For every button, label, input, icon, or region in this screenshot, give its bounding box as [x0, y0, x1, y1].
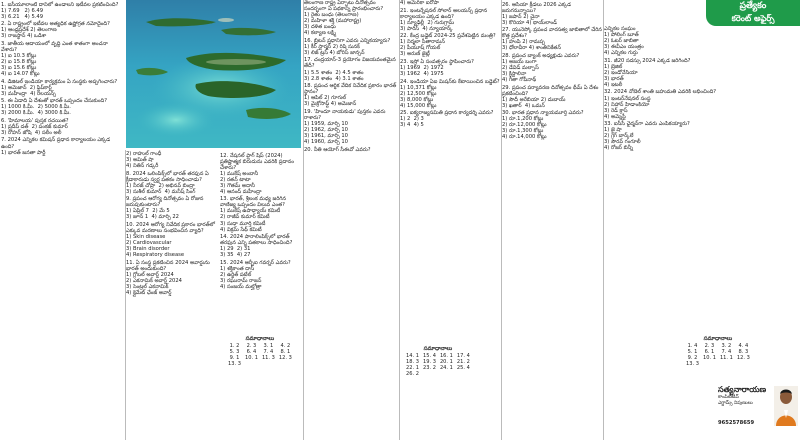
answer-cell: 21. 2 — [456, 359, 470, 366]
answer-cell: 9. 1 — [229, 355, 240, 362]
question-line: 1) నిర్మలా సీతారామన్ — [400, 39, 446, 46]
answer-cell: 13. 3 — [228, 361, 241, 368]
question-line: 1. ఐసీయూలాంటి దానిలో ఉండాలని ఇటీవల ప్రకటించింది? — [1, 1, 119, 8]
author-subtitle-2: ఎగ్జామ్స్ నిపుణులు — [718, 400, 753, 406]
answer-cell — [455, 371, 472, 377]
question-line: 3) 4 4) 5 — [400, 122, 424, 129]
question-line: 4) ఆనంద్ మహీంద్రా — [220, 188, 262, 195]
question-line: 2) ఉర్జిత్ పటేల్ — [220, 271, 252, 278]
question-line: 2) 1962, మార్చి 10 — [304, 126, 348, 133]
question-line: 1) గ్లోబల్ అవార్డ్ 2024 — [126, 271, 174, 278]
question-line: 15. 2024 ఆర్బీఐ గవర్నర్ ఎవరు? — [220, 259, 291, 266]
column-4 — [304, 0, 397, 440]
question-line: 2) డేవిడ్ మల్పాస్ — [502, 64, 539, 71]
question-line: 1) న్యూఢిల్లీ 2) గురుగ్రామ్ — [400, 19, 455, 26]
question-line: 1) శక్తికాంత దాస్ — [220, 265, 255, 272]
question-line: 2) Cardiovascular — [126, 240, 172, 247]
question-line: 4) ఐ 14.07 కోట్లు — [1, 71, 40, 78]
question-line: 3) పారిస్ 4) న్యూయార్క్ — [400, 25, 453, 32]
column-6 — [502, 0, 602, 440]
question-line: 3) సుశీల్ కుమార్ 4) మనీష్ సింగ్ — [126, 188, 196, 195]
question-line: 1) అజయ్ బంగా — [502, 58, 537, 65]
question-line: 31. జీ20 సదస్సు 2024 ఎక్కడ జరిగింది? — [604, 57, 691, 64]
question-line: 9. ప్రపంచ ఆరోగ్య దినోత్సవం ఏ రోజున జరుపుకుంటారు? — [126, 196, 206, 209]
answer-cell: 12. 3 — [278, 355, 292, 362]
question-line: 33. ఐసీసీ ఛైర్మన్‌గా ఎవరు ఎంపికయ్యారు? — [604, 121, 690, 128]
column-rule — [501, 0, 502, 440]
question-line: 4) రూ.14,000 కోట్లు — [502, 134, 547, 141]
question-line: 4) క్లైమేట్ ఛేంజ్ అవార్డ్ — [126, 290, 172, 297]
question-line: 3) సుధా మూర్తి కమిటీ — [220, 220, 266, 227]
question-line: 1) 7.69 2) 6.49 — [1, 7, 43, 14]
answer-cell: 17. 4 — [456, 353, 470, 360]
question-line: 4) సంజయ్ మల్హోత్రా — [220, 283, 262, 290]
answer-cell: 10. 1 — [244, 355, 258, 362]
answer-cell: 4. 2 — [280, 343, 291, 350]
question-line: 3) లిజ్ ట్రస్ 4) బోరిస్ జాన్సన్ — [304, 49, 365, 56]
question-line: 27. యునెస్కో ప్రపంచ వారసత్వ జాబితాలో చేరిన కొత్త ప్రదేశం? — [502, 27, 602, 40]
question-line: 6. 'హిమాలయ' పుస్తక రచయిత? — [1, 117, 69, 124]
answers-heading: సమాధానాలు — [245, 336, 275, 342]
answer-cell: 6. 4 — [246, 349, 257, 356]
question-line: 28. ప్రపంచ బ్యాంక్ అధ్యక్షుడు ఎవరు? — [502, 52, 580, 59]
question-line: 3) 8,000 కోట్లు — [400, 96, 434, 103]
question-line: 17. చంద్రయాన్-3 ప్రయోగం విజయవంతమైన తేదీ? — [304, 57, 398, 70]
answer-cell: 20. 1 — [439, 359, 453, 366]
question-line: 5. ఈ ఏడాది ఏ దేశంతో భారత్ ఒప్పందం చేసుకుంది? — [1, 98, 107, 105]
question-line: 3) అరుణ్ జైట్లీ — [400, 51, 430, 58]
question-line: 1) 1959, మార్చి 10 — [304, 120, 348, 127]
question-line: 1) ఏప్రిల్ 7 2) మే 5 — [126, 208, 170, 215]
answer-cell: 11. 1 — [719, 355, 733, 362]
answer-cell: 8. 3 — [738, 349, 749, 356]
question-line: 3) 6.21 4) 5.49 — [1, 13, 43, 20]
question-line: 4) విక్రమ్ సేథ్ కమిటీ — [220, 226, 262, 233]
question-line: 22. కేంద్ర బడ్జెట్ 2024-25 ప్రవేశపెట్టిన మంత్రి? — [400, 33, 496, 40]
answer-cell: 23. 2 — [422, 365, 436, 372]
question-line: 2) ఐ 15.8 కోట్లు — [1, 58, 37, 65]
answer-cell: 12. 3 — [736, 355, 750, 362]
answer-cell: 10. 1 — [702, 355, 716, 362]
answer-cell — [421, 371, 438, 377]
column-rule — [125, 150, 126, 440]
question-line: 1) నీరజ్ చోప్రా 2) అభినవ్ బింద్రా — [126, 182, 195, 189]
question-line: 1) ఆపిల్ 2) గూగుల్ — [304, 95, 347, 102]
question-line: 1) రైతు బంధు (తెలంగాణ) — [304, 12, 359, 19]
question-line: 3) ధోలావీరా 4) శాంతినికేతన్ — [502, 45, 561, 52]
question-line: 3) Brain disorder — [126, 246, 170, 253]
question-line: 4) ఇటలీ — [604, 81, 623, 88]
answer-cell — [277, 361, 294, 367]
question-line: 2) రాజీవ్ కుమార్ కమిటీ — [220, 214, 270, 221]
question-line: తెలంగాణ రాష్ట్ర ఏర్పాటు దినోత్సవం సందర్భంగా ఏ పథకాన్ని ప్రారంభించారు? — [304, 0, 384, 13]
question-line: 18. ప్రపంచ ఆర్థిక వేదిక నివేదిక ప్రకారం భారత్ స్థానం? — [304, 83, 398, 96]
answer-cell: 16. 1 — [439, 353, 453, 360]
question-line: 1) రూ.1,200 కోట్లు — [502, 116, 544, 123]
answer-cell: 5. 1 — [687, 349, 698, 356]
question-line: 1) ముకేష్ ఉపాధ్యాయ్ కమిటీ — [220, 208, 281, 215]
question-line: 3) రెడ్ క్రాస్ — [604, 107, 628, 114]
question-line: 3) కొరియా 4) థాయ్‌లాండ్ — [502, 19, 557, 26]
badge-line-2: కరెంట్ అఫైర్స్ — [731, 13, 775, 23]
answer-cell: 22. 1 — [406, 365, 419, 372]
question-line: 25. ఐక్యరాజ్యసమితి ప్రధాన కార్యదర్శి ఎవరు? — [400, 110, 494, 117]
question-line: 2) 12,500 కోట్లు — [400, 90, 437, 97]
answer-cell: 5. 3 — [229, 349, 240, 356]
answer-cell: 11. 3 — [261, 355, 275, 362]
question-line: 3) భారత్ — [604, 75, 624, 82]
question-line: 3) 2000 కి.మీ. 4) 3000 కి.మీ. — [1, 110, 71, 117]
question-line: 10. 2024 ఆరోగ్య నివేదిక ప్రకారం భారత్‌లో ఎక్కువ మరణాలు సంభవించిన వ్యాధి? — [126, 222, 217, 235]
question-line: 2) మహిళా శక్తి (మహారాష్ట్ర) — [304, 18, 362, 25]
answer-cell: 4. 4 — [738, 343, 749, 350]
question-line: 1) బ్రెజిల్ — [604, 63, 623, 70]
question-line: 12. నేషనల్ ఫ్లాగ్ షిప్ (2024) ప్రతిష్టాత్మక బిరుదును ఎవరికి ప్రదానం చేశారు? — [220, 152, 296, 171]
question-line: 3) 1962 4) 1975 — [400, 71, 444, 78]
question-line: 1) Skin disease — [126, 234, 166, 241]
question-line: 26. ఆసియా క్రీడలు 2026 ఎక్కడ జరుగనున్నాయి? — [502, 1, 573, 14]
question-line: 1) ఐ 10.3 కోట్లు — [1, 52, 37, 59]
question-line: 16. బ్రిటన్‌ ప్రధానిగా ఎవరు ఎన్నికయ్యారు? — [304, 37, 391, 44]
question-line: 32. 2024 నోబెల్ శాంతి బహుమతి ఎవరికి లభించింది? — [604, 89, 716, 96]
author-name: సత్యనారాయణ — [718, 385, 767, 394]
author-phone: 9652578659 — [718, 420, 755, 427]
question-line: 3) ఖతార్ 4) ఒమన్ — [502, 102, 545, 109]
question-line: 1) జపాన్ 2) చైనా — [502, 13, 540, 20]
question-line: 1) ఇంటర్‌నేషనల్ సంస్థ — [604, 95, 651, 102]
question-line: 1) ప్రదీప్ దత్ 2) పంకజ్ కుమార్ — [1, 123, 68, 130]
answers-table-3 — [684, 336, 752, 367]
question-line: 1) కీర్ స్టార్మర్ 2) రిషి సునక్ — [304, 43, 360, 50]
author-box — [718, 384, 800, 440]
answer-cell: 24. 1 — [439, 365, 453, 372]
question-line: 3) క్రిస్టాలినా — [502, 71, 527, 78]
column-3 — [220, 151, 302, 440]
question-line: 2) ఓటర్ జాబితా — [604, 38, 639, 45]
author-subtitle-1: కాంపిటీటివ్ — [718, 395, 739, 400]
question-line: 11. ఏ సంస్థ ప్రకటించిన 2024 అవార్డును భారత్‌ అందుకుంది? — [126, 259, 212, 272]
answer-cell — [243, 361, 260, 367]
answer-cell: 2. 3 — [246, 343, 257, 350]
question-line: ఎన్నికల సంఘం — [604, 26, 636, 32]
author-avatar — [774, 386, 798, 426]
question-line: 1) 10,371 కోట్లు — [400, 84, 437, 91]
question-line: 24. ఇండియా ఏఐ మిషన్‌కు కేటాయించిన బడ్జెట్? — [400, 78, 500, 85]
column-7 — [604, 26, 798, 326]
question-line: 23. ఇస్రో ఏ సంవత్సరం స్థాపించారు? — [400, 58, 474, 65]
question-line: 1) 29 2) 31 — [220, 246, 251, 253]
question-line: 2) రూ.12,000 కోట్లు — [502, 122, 547, 129]
question-line: 20. నీతి ఆయోగ్ సీఈవో ఎవరు? — [304, 146, 371, 153]
column-2 — [126, 151, 217, 440]
question-line: 30. భారత ప్రధాన న్యాయమూర్తి ఎవరు? — [502, 110, 584, 117]
question-line: 13. భారత్, శ్రీలంక మధ్య జరిగిన వాణిజ్య ఒప్పందం విలువ ఎంత? — [220, 196, 288, 209]
column-1 — [1, 0, 124, 440]
question-line: 1) ముకేష్ అంబానీ — [220, 170, 259, 177]
question-line: 1) 5.5 శాతం 2) 4.5 శాతం — [304, 69, 364, 76]
answer-cell — [701, 361, 718, 367]
answers-table-2 — [404, 346, 472, 377]
question-line: 3) మైక్రోసాఫ్ట్ 4) అమెజాన్ — [304, 101, 357, 108]
island-photo — [126, 0, 301, 148]
question-line: 3) రఘురామ్ రాజన్ — [220, 277, 262, 284]
answer-cell: 25. 4 — [456, 365, 470, 372]
question-line: 1) పోలింగ్ బూత్ — [604, 32, 639, 39]
question-line: 3) మహీంద్రా 4) రిలయన్స్ — [1, 90, 56, 97]
answer-cell: 7. 4 — [721, 349, 732, 356]
question-line: 2) ఇండోనేసియా — [604, 69, 638, 76]
column-rule — [399, 0, 400, 440]
question-line: 2) రాహుల్ గాంధీ — [126, 151, 162, 157]
question-line: 4) Respiratory disease — [126, 252, 185, 259]
badge-line-1: ప్రత్యేకం — [739, 1, 767, 11]
answer-cell: 2. 3 — [704, 343, 715, 350]
answer-row — [404, 371, 472, 377]
answer-cell — [260, 361, 277, 367]
question-line: 4) అమ్నెస్టీ — [604, 113, 626, 120]
answer-cell: 14. 1 — [406, 353, 419, 360]
question-line: 7. 2024 ఎన్నికల కమిషన్ ప్రధాన కార్యాలయం ఎక్కడ ఉంది? — [1, 137, 112, 150]
question-line: 3) సెంట్రల్ ఎకనామిక్ — [126, 283, 169, 290]
column-rule — [603, 0, 604, 440]
question-line: 4) నితిన్ గడ్కరీ — [126, 163, 159, 170]
question-line: 1) 1000 కి.మీ. 2) 5000 కి.మీ. — [1, 104, 71, 111]
question-line: 4) గీతా గోపీనాథ్ — [502, 77, 537, 84]
question-line: 2) పీయూష్ గోయల్ — [400, 45, 441, 52]
answer-cell: 6. 1 — [704, 349, 715, 356]
answer-cell: 3. 2 — [721, 343, 732, 350]
question-line: 1) 1969 2) 1972 — [400, 64, 444, 71]
question-line: 1) ఆంధ్రప్రదేశ్ 2) తెలంగాణ — [1, 27, 57, 34]
question-line: 1) జై షా — [604, 127, 622, 134]
answers-heading: సమాధానాలు — [703, 336, 733, 342]
question-line: 2) రతన్ టాటా — [220, 176, 251, 183]
answer-cell: 19. 3 — [422, 359, 436, 366]
answer-cell: 9. 2 — [687, 355, 698, 362]
question-line: 4) కల్యాణ లక్ష్మి — [304, 30, 336, 37]
answer-cell: 8. 1 — [280, 349, 291, 356]
question-line: 19. 'హిందూ నాయకుడు' పుస్తకం ఎవరు రాశారు? — [304, 108, 388, 121]
question-line: 3) రోహన్ జోషి 4) సలీం అలీ — [1, 129, 62, 136]
question-line: 3) రాజస్థాన్ 4) ఒడిశా — [1, 33, 47, 40]
answer-cell — [438, 371, 455, 377]
current-affairs-badge — [706, 0, 800, 26]
question-line: 2. ఏ రాష్ట్రంలో ఇటీవల అత్యధిక ఉష్ణోగ్రత నమోదైంది? — [1, 21, 110, 28]
question-line: 3) సౌరవ్ గంగూలీ — [604, 139, 641, 146]
answer-cell: 7. 4 — [263, 349, 274, 356]
question-line: 3) జూన్ 1 4) మార్చి 22 — [126, 214, 179, 221]
answers-heading: సమాధానాలు — [423, 346, 453, 352]
answer-cell: 1. 4 — [687, 343, 698, 350]
question-line: 29. ప్రపంచ పర్యావరణ దినోత్సవం థీమ్ ఏ దేశం ప్రకటించింది? — [502, 84, 600, 97]
question-line: 3) ఈవీఎం యంత్రం — [604, 44, 644, 51]
question-line: 1) సౌదీ అరేబియా 2) దుబాయ్ — [502, 96, 566, 103]
answer-cell: 18. 3 — [406, 359, 419, 366]
question-line: 3) 1961, మార్చి 10 — [304, 132, 348, 139]
answers-table-1 — [226, 336, 294, 367]
question-line: 3. జాతీయ ఆదాయంలో వృద్ధి ఎంత శాతంగా అంచనా వేశారు? — [1, 40, 110, 53]
question-line: 3) 35 4) 27 — [220, 252, 251, 259]
question-line: 3) గౌతమ్ అదానీ — [220, 182, 255, 189]
answer-cell — [735, 361, 752, 367]
question-line: 4) 1960, మార్చి 10 — [304, 139, 348, 146]
question-line: 2) నిహాన్ హిడాంకియో — [604, 101, 650, 108]
question-line: 1) భారత్ జనతా పార్టీ — [1, 149, 46, 156]
question-line: 8. 2024 ఒలింపిక్స్‌లో భారత్ తరఫున ఏ క్రీడాకారుడు స్వర్ణ పతకం సాధించాడు? — [126, 170, 211, 183]
question-line: 3) 2.8 శాతం 4) 3.1 శాతం — [304, 75, 364, 82]
question-line: 1) హంపి 2) రామప్ప — [502, 39, 545, 46]
question-line: 1) అమెజాన్ 2) ఫ్లిప్‌కార్ట్ — [1, 84, 52, 91]
column-rule — [303, 0, 304, 440]
question-line: 2) గ్రెగ్ బార్క్‌లే — [604, 133, 634, 140]
answer-row — [226, 361, 294, 367]
question-line: 2) ఎకనామిక్ అవార్డ్ 2024 — [126, 277, 182, 284]
question-line: 3) అమిత్ షా — [126, 157, 154, 164]
answer-cell: 26. 2 — [406, 371, 419, 378]
answer-cell — [718, 361, 735, 367]
answer-row — [684, 361, 752, 367]
answer-cell: 1. 2 — [229, 343, 240, 350]
answer-cell: 15. 4 — [422, 353, 436, 360]
question-line: 4) రోజర్ బిన్నీ — [604, 145, 634, 152]
answer-cell: 13. 3 — [686, 361, 699, 368]
question-line: 14. 2024 పారాలింపిక్స్‌లో భారత్ తరఫున ఎన్ని పతకాలు సాధించింది? — [220, 234, 293, 247]
question-line: 21. ఇంటర్నేషనల్ సోలార్ అలయన్స్ ప్రధాన కార్యాలయం ఎక్కడ ఉంది? — [400, 7, 489, 20]
question-line: 3) దళిత బంధు — [304, 24, 336, 31]
question-line: 3) రూ.1,300 కోట్లు — [502, 128, 544, 135]
answer-cell: 3. 1 — [263, 343, 274, 350]
question-line: 4) అమెరికా ఐరోపా — [400, 0, 439, 6]
question-line: 4) 15,000 కోట్లు — [400, 102, 437, 109]
question-line: 4. డిజిటల్ ఇండియా కార్యక్రమం ఏ సంస్థకు అప్పగించారు? — [1, 78, 118, 85]
question-line: 4) ఎన్నికల గుర్తు — [604, 50, 638, 57]
question-line: 1) 2 2) 3 — [400, 116, 424, 123]
island-aerial-image — [126, 0, 301, 148]
question-line: 3) ఐ 15.6 కోట్లు — [1, 64, 37, 71]
